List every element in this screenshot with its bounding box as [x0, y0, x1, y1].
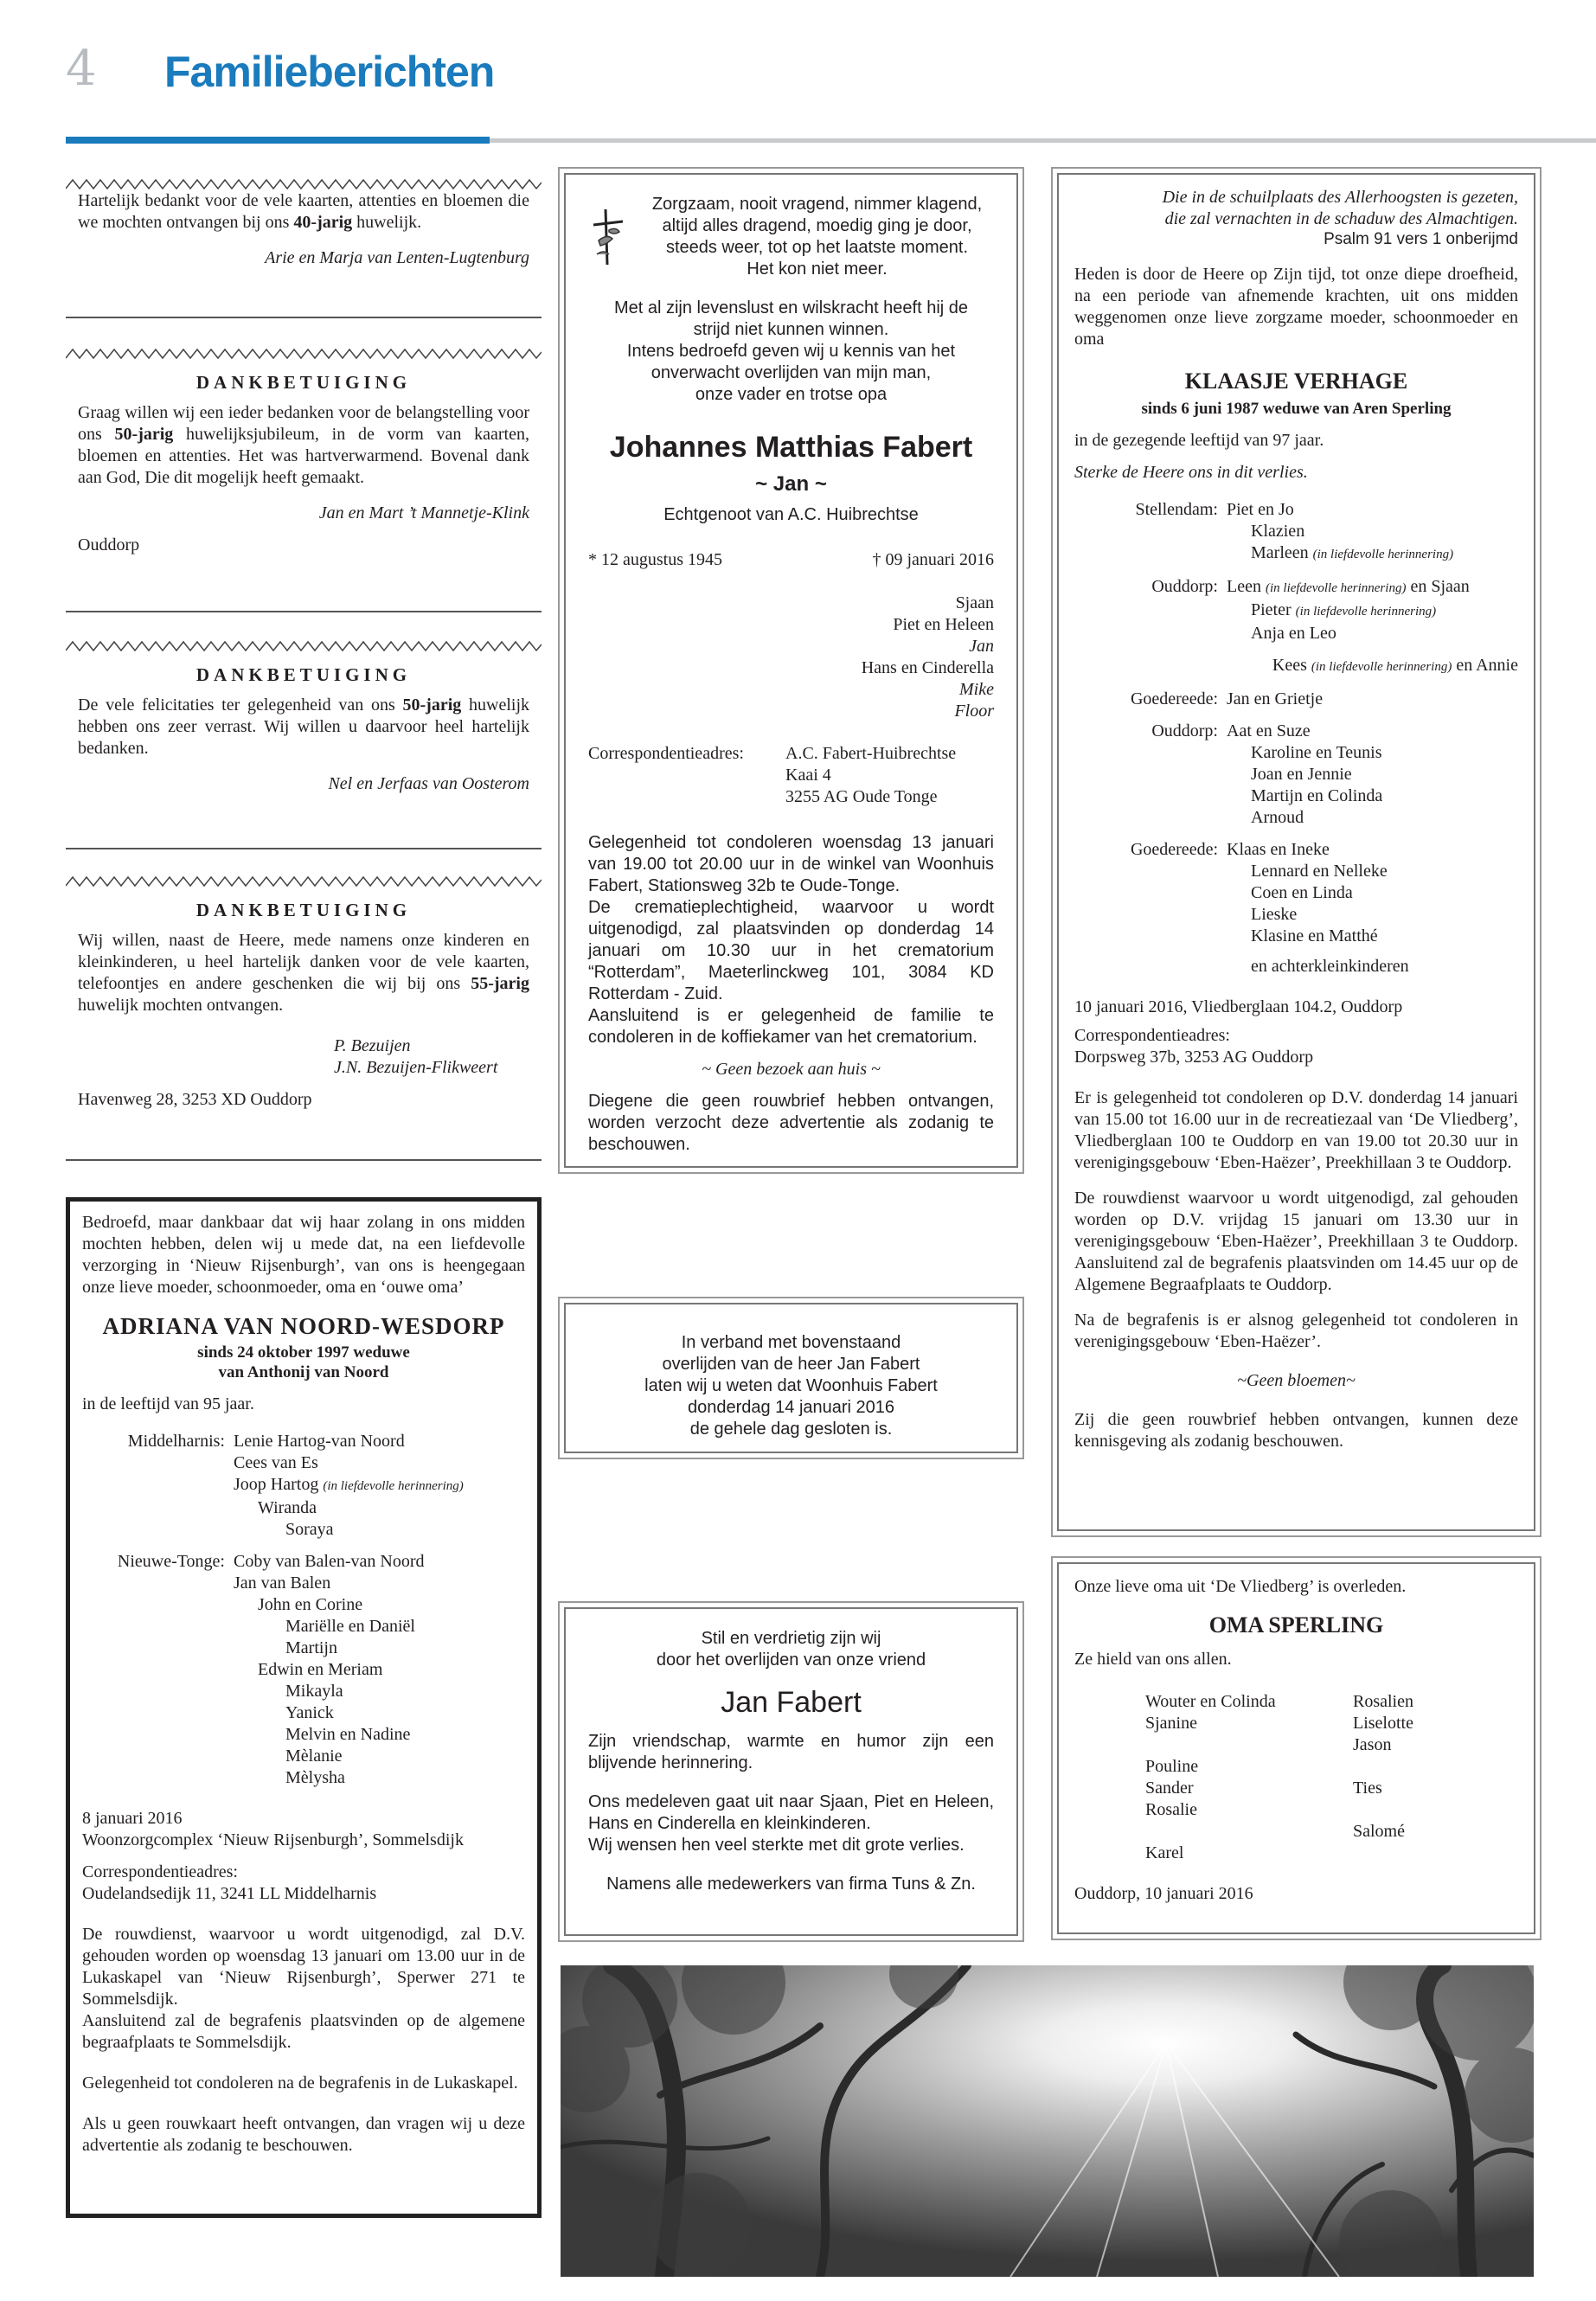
- poem-line: Het kon niet meer.: [747, 260, 888, 279]
- ad-paragraph: Gelegenheid tot condoleren na de begrafenis in de Lukaskapel.: [82, 2073, 518, 2093]
- ad-address: Havenweg 28, 3253 XD Ouddorp: [78, 1090, 312, 1110]
- notice-line: overlijden van de heer Jan Fabert: [662, 1355, 920, 1374]
- ad-signature: Namens alle medewerkers van firma Tuns & Zn.: [606, 1874, 976, 1894]
- ad-signature: Nel en Jerfaas van Oosterom: [328, 774, 529, 794]
- ad-closure-notice: [564, 1303, 1018, 1453]
- divider: [66, 1159, 542, 1161]
- ad-corr-label: Correspondentieadres:: [82, 1862, 238, 1881]
- intro-line: onverwacht overlijden van mijn man,: [651, 363, 932, 382]
- ad-spouse: Echtgenoot van A.C. Huibrechtse: [663, 504, 919, 524]
- cross-icon: [588, 194, 640, 280]
- ad-name: Jan Fabert: [721, 1686, 862, 1719]
- ad-subtitle: sinds 6 juni 1987 weduwe van Aren Sperling: [1141, 399, 1452, 418]
- family-list: Stellendam: Piet en Jo Klazien Marleen (in liefdevolle herinnering) Ouddorp: Leen (in liefdevolle herinnering) en Sjaan Pieter (in liefdevolle herinnering) Anja en Leo Kees (in liefdevolle herinnering) en Annie Goedereede: Jan en Grietje Ouddorp: Aat en Suze Karoline en Teunis Joan en Jennie Martijn en Colinda Arnoud Goedereede: Klaas en Ineke Lennard en Nelleke Coen en Linda Lieske Klasine en Matthé en achterkleinkinderen: [1130, 499, 1518, 976]
- ad-obituary-wesdorp: [66, 1197, 542, 2218]
- divider: [66, 848, 542, 849]
- ad-heading: DANKBETUIGING: [195, 900, 412, 920]
- ad-signature: Jan en Mart ’t Mannetje-Klink: [318, 503, 529, 523]
- quote-line: Die in de schuilplaats des Allerhoogsten is gezeten,: [1162, 188, 1518, 207]
- ad-paragraph: De crematieplechtigheid, waarvoor u wordt uitgenodigd, zal plaatsvinden op donderdag 14 januari om 10.30 uur in het crematorium “Rotterdam”, Maeterlinckweg 101, 3084 KD Rotterdam - Zuid.: [588, 897, 994, 1003]
- ad-paragraph: Wij wensen hen veel sterkte met dit grote verlies.: [588, 1835, 965, 1855]
- ad-heading: DANKBETUIGING: [195, 664, 412, 685]
- ad-signature: Arie en Marja van Lenten-Lugtenburg: [265, 248, 529, 267]
- ad-name: OMA SPERLING: [1208, 1612, 1384, 1638]
- ad-subtitle: van Anthonij van Noord: [218, 1363, 389, 1382]
- ad-intro: Bedroefd, maar dankbaar dat wij haar zolang in ons midden mochten hebben, delen wij u mede dat, na een liefdevolle verzorging in ‘Nieuw Rijsenburgh’, van ons is heengegaan onze lieve moeder, schoonmoeder, oma en ‘ouwe oma’: [82, 1213, 525, 1297]
- ad-note: ~ Geen bezoek aan huis ~: [702, 1059, 881, 1079]
- ad-note: ~Geen bloemen~: [1237, 1370, 1356, 1390]
- ad-intro: Heden is door de Heere op Zijn tijd, tot onze diepe droefheid, na een periode van afnemende krachten, uit ons midden weggenomen onze lieve zorgzame moeder, schoonmoeder en oma: [1074, 264, 1518, 349]
- header-rule-blue: [66, 137, 490, 144]
- ad-nickname: ~ Jan ~: [755, 471, 827, 496]
- ad-dankbetuiging-1: [66, 348, 542, 556]
- ad-text: Graag willen wij een ieder bedanken voor de belangstelling voor ons 50-jarig huwelijksjubileum, in de vorm van kaarten, bloemen en attenties. Het was hartverwarmend. Bovenal dank aan God, Die dit mogelijk heeft gemaakt.: [78, 403, 529, 488]
- ad-location: Woonzorgcomplex ‘Nieuw Rijsenburgh’, Sommelsdijk: [82, 1830, 464, 1849]
- ad-paragraph: Als u geen rouwkaart heeft ontvangen, dan vragen wij u deze advertentie als zodanig te beschouwen.: [82, 2113, 525, 2155]
- ad-footer: Ouddorp, 10 januari 2016: [1074, 1884, 1253, 1904]
- ad-date: 10 januari 2016, Vliedberglaan 104.2, Ouddorp: [1074, 997, 1403, 1016]
- ad-corr-label: Correspondentieadres:: [1074, 1025, 1230, 1045]
- ad-date: 8 januari 2016: [82, 1808, 183, 1828]
- ad-condolence-tuns: [564, 1607, 1018, 1936]
- ad-corr: Oudelandsedijk 11, 3241 LL Middelharnis: [82, 1883, 377, 1903]
- ad-paragraph: Diegene die geen rouwbrief hebben ontvangen, worden verzocht deze advertentie als zodanig te beschouwen.: [588, 1091, 994, 1154]
- ad-thanks-40: [66, 178, 542, 269]
- ad-paragraph: Zijn vriendschap, warmte en humor zijn een blijvende herinnering.: [588, 1731, 994, 1772]
- ad-dankbetuiging-2: [66, 640, 542, 795]
- forest-sunlight-photo: [561, 1965, 1534, 2277]
- ad-place: Ouddorp: [78, 535, 140, 555]
- intro-line: Stil en verdrietig zijn wij: [701, 1629, 881, 1648]
- grandchildren-list: Wouter en Colinda Sjanine Pouline Sander Rosalie Karel Rosalien Liselotte Jason Ties Salomé: [1145, 1692, 1413, 1863]
- zigzag-border: [66, 640, 542, 652]
- ad-age: in de leeftijd van 95 jaar.: [82, 1394, 254, 1413]
- ad-paragraph: Gelegenheid tot condoleren woensdag 13 januari van 19.00 tot 20.00 uur in de winkel van Woonhuis Fabert, Stationsweg 32b te Oude-Tonge.: [588, 832, 994, 895]
- ad-paragraph: Er is gelegenheid tot condoleren op D.V. donderdag 14 januari van 15.00 tot 16.00 uur in de recreatiezaal van ‘De Vliedberg’, Vliedberglaan 100 te Ouddorp en van 19.00 tot 20.30 uur in verenigingsgebouw ‘Eben-Haëzer’, Preekhillaan 3 te Ouddorp.: [1074, 1087, 1518, 1172]
- poem-line: steeds weer, tot op het laatste moment.: [665, 238, 969, 257]
- ad-text: Hartelijk bedankt voor de vele kaarten, attenties en bloemen die we mochten ontvangen bij ons 40-jarig huwelijk.: [78, 191, 529, 232]
- ad-signature: J.N. Bezuijen-Flikweert: [334, 1058, 498, 1078]
- zigzag-border: [66, 178, 542, 190]
- page-title: Familieberichten: [164, 48, 495, 96]
- ad-paragraph: De rouwdienst, waarvoor u wordt uitgenodigd, zal D.V. gehouden worden op woensdag 13 januari om 13.00 uur in de Lukaskapel van ‘Nieuw Rijsenburgh’, Sperwer 271 te Sommelsdijk.: [82, 1924, 525, 2009]
- page-number: 4: [66, 41, 97, 97]
- ad-paragraph: De rouwdienst waarvoor u wordt uitgenodigd, zal gehouden worden op D.V. vrijdag 15 januari om 13.30 uur in verenigingsgebouw ‘Eben-Haëzer’, Preekhillaan 3 te Ouddorp. Aansluitend zal de begrafenis plaatsvinden om 14.45 uur op de Algemene Begraafplaats te Ouddorp.: [1074, 1188, 1518, 1294]
- notice-line: de gehele dag gesloten is.: [689, 1420, 893, 1439]
- ad-paragraph: Zij die geen rouwbrief hebben ontvangen, kunnen deze kennisgeving als zodanig beschouwen.: [1074, 1409, 1518, 1451]
- intro-line: Intens bedroefd geven wij u kennis van het: [626, 342, 956, 361]
- notice-line: laten wij u weten dat Woonhuis Fabert: [644, 1376, 938, 1395]
- divider: [66, 611, 542, 612]
- ad-age: in de gezegende leeftijd van 97 jaar.: [1074, 430, 1324, 450]
- ad-motto: Sterke de Heere ons in dit verlies.: [1074, 462, 1308, 482]
- zigzag-border: [66, 348, 542, 360]
- ad-name: KLAASJE VERHAGE: [1184, 368, 1408, 394]
- family-list: Sjaan Piet en Heleen Jan Hans en Cinderella Mike Floor: [861, 593, 994, 721]
- ad-corr: Dorpsweg 37b, 3253 AG Ouddorp: [1074, 1047, 1314, 1067]
- ad-obituary-verhage: [1057, 173, 1535, 1531]
- ad-name: ADRIANA VAN NOORD-WESDORP: [102, 1313, 505, 1339]
- quote-ref: Psalm 91 vers 1 onberijmd: [1324, 230, 1518, 248]
- quote-line: die zal vernachten in de schaduw des Almachtigen.: [1164, 209, 1518, 228]
- ad-corr-label: Correspondentieadres:: [588, 743, 744, 763]
- notice-line: donderdag 14 januari 2016: [687, 1398, 895, 1417]
- death-date: † 09 januari 2016: [872, 549, 994, 569]
- birth-date: * 12 augustus 1945: [588, 549, 722, 569]
- intro-line: strijd niet kunnen winnen.: [693, 320, 889, 339]
- poem-line: Zorgzaam, nooit vragend, nimmer klagend,: [651, 195, 983, 214]
- ad-dankbetuiging-3: [66, 875, 542, 1111]
- ad-paragraph: Aansluitend zal de begrafenis plaatsvinden op de algemene begraafplaats te Sommelsdijk.: [82, 2010, 525, 2052]
- ad-name: Johannes Matthias Fabert: [609, 431, 973, 464]
- intro-line: Met al zijn levenslust en wilskracht heeft hij de: [613, 298, 969, 317]
- intro-line: door het overlijden van onze vriend: [656, 1650, 926, 1670]
- header-rule-grey: [490, 138, 1596, 143]
- ad-subtitle: sinds 24 oktober 1997 weduwe: [197, 1343, 410, 1362]
- intro-line: onze vader en trotse opa: [695, 385, 888, 404]
- ad-paragraph: Ons medeleven gaat uit naar Sjaan, Piet en Heleen, Hans en Cinderella en kleinkinderen.: [588, 1791, 994, 1833]
- zigzag-border: [66, 875, 542, 888]
- ad-intro: Onze lieve oma uit ‘De Vliedberg’ is overleden.: [1074, 1577, 1407, 1596]
- poem-line: altijd alles dragend, moedig ging je door,: [662, 216, 972, 235]
- ad-signature: P. Bezuijen: [334, 1036, 411, 1056]
- ad-text: Wij willen, naast de Heere, mede namens onze kinderen en kleinkinderen, u heel hartelijk danken voor de vele kaarten, telefoontjes en andere geschenken die wij bij ons 55-jarig huwelijk mochten ontvangen.: [78, 931, 529, 1016]
- ad-heading: DANKBETUIGING: [195, 372, 412, 393]
- ad-subtitle: Ze hield van ons allen.: [1074, 1650, 1232, 1670]
- ad-paragraph: Aansluitend is er gelegenheid de familie te condoleren in de koffiekamer van het crematorium.: [588, 1005, 994, 1047]
- family-list: Middelharnis: Lenie Hartog-van Noord Cees van Es Joop Hartog (in liefdevolle herinnering) Wiranda Soraya Nieuwe-Tonge: Coby van Balen-van Noord Jan van Balen John en Corine Mariëlle en Daniël Martijn Edwin en Meriam Mikayla Yanick Melvin en Nadine Mèlanie Mèlysha: [117, 1431, 464, 1787]
- divider: [66, 317, 542, 318]
- ad-oma-sperling: [1057, 1562, 1535, 1934]
- ad-text: De vele felicitaties ter gelegenheid van ons 50-jarig huwelijk hebben ons zeer verrast. Wij willen u daarvoor heel hartelijk bedanken.: [78, 695, 529, 759]
- notice-line: In verband met bovenstaand: [681, 1333, 901, 1352]
- ad-paragraph: Na de begrafenis is er alsnog gelegenheid tot condoleren in verenigingsgebouw ‘Eben-Haëzer’.: [1074, 1310, 1518, 1351]
- ad-obituary-fabert: Zorgzaam, nooit vragend, nimmer klagend, altijd alles dragend, moedig ging je door, steeds weer, tot op het laatste moment. Het kon niet meer. Met al zijn levenslust en wilskracht heeft hij de strijd niet kunnen winnen. Intens bedroefd geven wij u kennis van het onverwacht overlijden van mijn man, onze vader en trotse opa Johannes Matthias Fabert ~ Jan ~ Echtgenoot van A.C. Huibrechtse * 12 augustus 1945 † 09 januari 2016 Sjaan Piet en Heleen Jan Hans en Cinderella Mike Floor Correspondentieadres: A.C. Fabert-Huibrechtse Kaai 4 3255 AG Oude Tonge Gelegenheid tot condoleren woensdag 13 januari van 19.00 tot 20.00 uur in de winkel van Woonhuis Fabert, Stationsweg 32b te Oude-Tonge. De crematieplechtigheid, waarvoor u wordt uitgenodigd, zal plaatsvinden op donderdag 14 januari om 10.30 uur in het crematorium “Rotterdam”, Maeterlinckweg 101, 3084 KD Rotterdam - Zuid. Aansluitend is er gelegenheid de familie te condoleren in de koffiekamer van het crematorium. ~ Geen bezoek aan huis ~ Diegene die geen rouwbrief hebben ontvangen, worden verzocht deze advertentie als zodanig te beschouwen.: [564, 173, 1018, 1168]
